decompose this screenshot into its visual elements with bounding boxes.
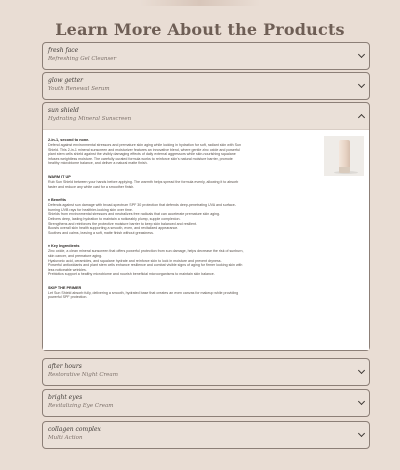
- accordion-title: collagen complex: [48, 426, 101, 433]
- section-heading: ♦ Benefits: [48, 198, 66, 203]
- accordion-title: bright eyes: [48, 394, 83, 401]
- section-intro: 2-in-1, second to none. Defend against environmental stressors and premature skin aging while locking in hydration for soft, radiant skin with Sun Shield. This 2-in-1 mineral sunscreen and moisturizer features an innovative blend, where gentle zinc oxide and powerful plant stem cells shield against the visibly damaging effects of daily external aggressors while skin-nourishing squalane infuses weightless moisture. The carefully curated formula works to reinforce skin's natural moisture barrier, promote healthy microbiome balance, and deliver a natural matte finish.: [48, 137, 328, 166]
- section-heading: ♦ Key Ingredients: [48, 244, 80, 249]
- accordion-sun-shield[interactable]: [42, 102, 370, 351]
- accordion-subtitle: Revitalizing Eye Cream: [48, 403, 114, 409]
- section-heading: WARM IT UP: [48, 174, 71, 179]
- accordion-title: glow getter: [48, 77, 84, 84]
- accordion-header[interactable]: [43, 359, 369, 385]
- section-benefits: ♦ Benefits Defends against sun damage with broad-spectrum SPF 30 protection that defends deep-penetrating UVA and surface- burning UVB rays for healthier-looking skin over time. Shields from environmental stressors and neutralizes free radicals that can accelerate premature skin aging. Delivers deep, lasting hydration to maintain a noticeably plump, supple complexion. Strengthens and reinforces the protective moisture barrier to keep skin balanced and resilient. Boosts overall skin health supporting a smooth, even, and revitalized appearance. Soothes and calms, leaving a soft, matte finish without greasiness.: [48, 197, 364, 235]
- section-key-ingredients: ♦ Key Ingredients Zinc oxide, a clean mineral sunscreen that offers powerful protection from sun damage, helps decrease the risk of sunburn, skin cancer, and premature aging. Hyaluronic acid, ceramides, and squalane hydrate and reinforce skin to lock in moisture and prevent dryness. Powerful antioxidants and plant stem cells enhance resilience and combat visible signs of aging for firmer looking skin with less noticeable wrinkles. Prebiotics support a healthy microbiome and nourish beneficial microorganisms to maintain skin balance.: [48, 243, 364, 277]
- accordion-collagen-complex[interactable]: [42, 421, 370, 449]
- top-decor-strip: [140, 0, 260, 6]
- accordion-header[interactable]: [43, 390, 369, 416]
- accordion-subtitle: Youth Renewal Serum: [48, 86, 110, 92]
- section-heading: 2-in-1, second to none.: [48, 138, 90, 142]
- accordion-title: sun shield: [48, 107, 79, 114]
- accordion-subtitle: Restorative Night Cream: [48, 372, 118, 378]
- accordion-header[interactable]: [43, 73, 369, 99]
- section-heading: SKIP THE PRIMER: [48, 285, 82, 290]
- page-title: Learn More About the Products: [55, 20, 345, 39]
- accordion-subtitle: Hydrating Mineral Sunscreen: [48, 116, 132, 122]
- accordion-glow-getter[interactable]: [42, 72, 370, 100]
- accordion-title: fresh face: [48, 47, 79, 54]
- accordion-bright-eyes[interactable]: [42, 389, 370, 417]
- section-warm-it-up: WARM IT UP Rub Sun Shield between your hands before applying. The warmth helps spread the formula evenly, allowing it to absorb faster and reduce any white cast for a smoother finish.: [48, 174, 328, 189]
- accordion-subtitle: Refreshing Gel Cleanser: [48, 56, 117, 62]
- sunscreen-tube-icon: [339, 140, 350, 170]
- accordion-subtitle: Multi Action: [48, 435, 83, 441]
- accordion-header[interactable]: [43, 422, 369, 448]
- accordion-panel: [43, 129, 369, 350]
- section-skip-the-primer: SKIP THE PRIMER Let Sun Shield absorb fully, delivering a smooth, hydrated base that creates an even canvas for makeup while providing powerful SPF protection.: [48, 285, 364, 300]
- accordion-header[interactable]: [43, 43, 369, 69]
- accordion-after-hours[interactable]: [42, 358, 370, 386]
- product-image: [324, 136, 364, 176]
- accordion-fresh-face[interactable]: [42, 42, 370, 70]
- accordion-title: after hours: [48, 363, 82, 370]
- accordion-header[interactable]: [43, 103, 369, 129]
